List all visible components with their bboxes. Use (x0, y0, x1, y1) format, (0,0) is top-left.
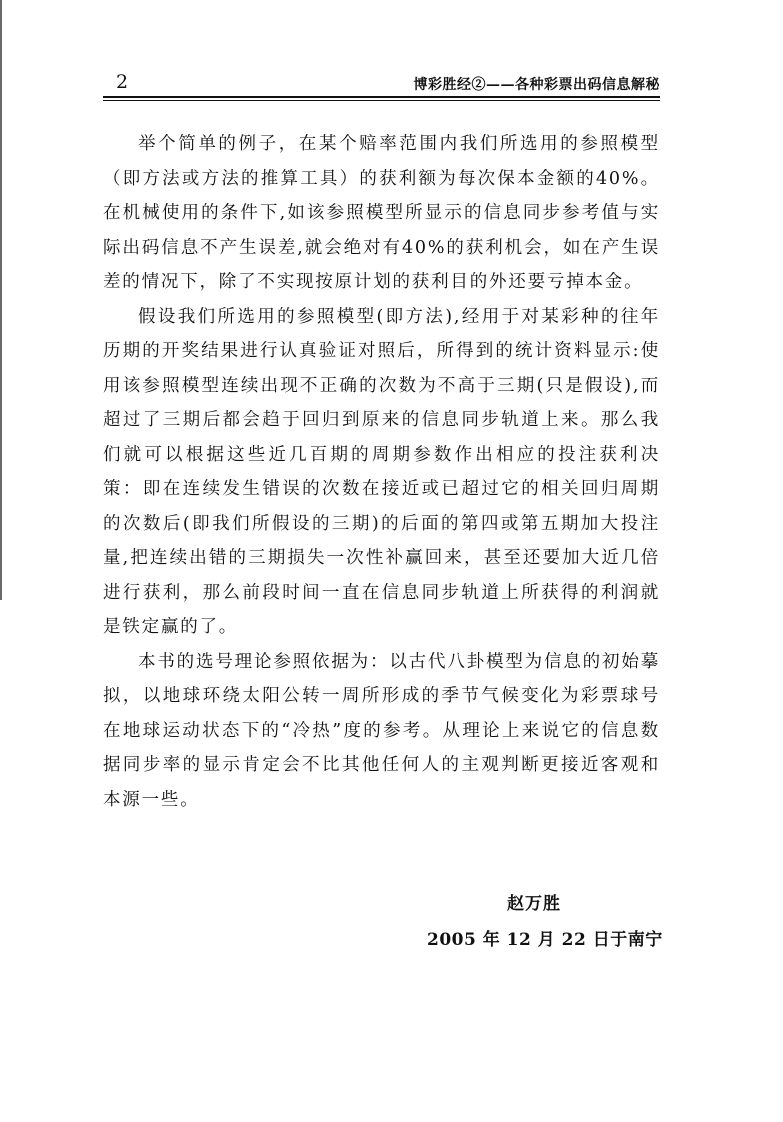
paragraph-3: 本书的选号理论参照依据为：以古代八卦模型为信息的初始摹拟，以地球环绕太阳公转一周所形成的季节气候变化为彩票球号在地球运动状态下的“冷热”度的参考。从理论上来说它的信息数据同步率的显示肯定会不比其他任何人的主观判断更接近客观和本源一些。 (103, 651, 660, 810)
page-number: 2 (116, 71, 129, 93)
paragraph-2: 假设我们所选用的参照模型(即方法),经用于对某彩种的往年历期的开奖结果进行认真验证对照后，所得到的统计资料显示:使用该参照模型连续出现不正确的次数为不高于三期(只是假设),而超过了三期后都会趋于回归到原来的信息同步轨道上来。那么我们就可以根据这些近几百期的周期参数作出相应的投注获利决策：即在连续发生错误的次数在接近或已超过它的相关回归周期的次数后(即我们所假设的三期)的后面的第四或第五期加大投注量,把连续出错的三期损失一次性补赢回来，甚至还要加大近几倍进行获利，那么前段时间一直在信息同步轨道上所获得的利润就是铁定赢的了。 (103, 306, 660, 637)
date-and-place: 2005 年 12 月 22 日于南宁 (427, 930, 663, 950)
paragraph-1: 举个简单的例子，在某个赔率范围内我们所选用的参照模型（即方法或方法的推算工具）的获利额为每次保本金额的40%。在机械使用的条件下,如该参照模型所显示的信息同步参考值与实际出码信息不产生误差,就会绝对有40%的获利机会，如在产生误差的情况下，除了不实现按原计划的获利目的外还要亏掉本金。 (103, 134, 660, 292)
body-text (103, 127, 660, 817)
running-header-title: 博彩胜经②——各种彩票出码信息解秘 (413, 77, 660, 93)
author-signature: 赵万胜 (507, 894, 561, 914)
header-rule-thick (103, 96, 660, 98)
binding-edge-line (0, 0, 2, 600)
header-rule-thin (103, 100, 660, 101)
